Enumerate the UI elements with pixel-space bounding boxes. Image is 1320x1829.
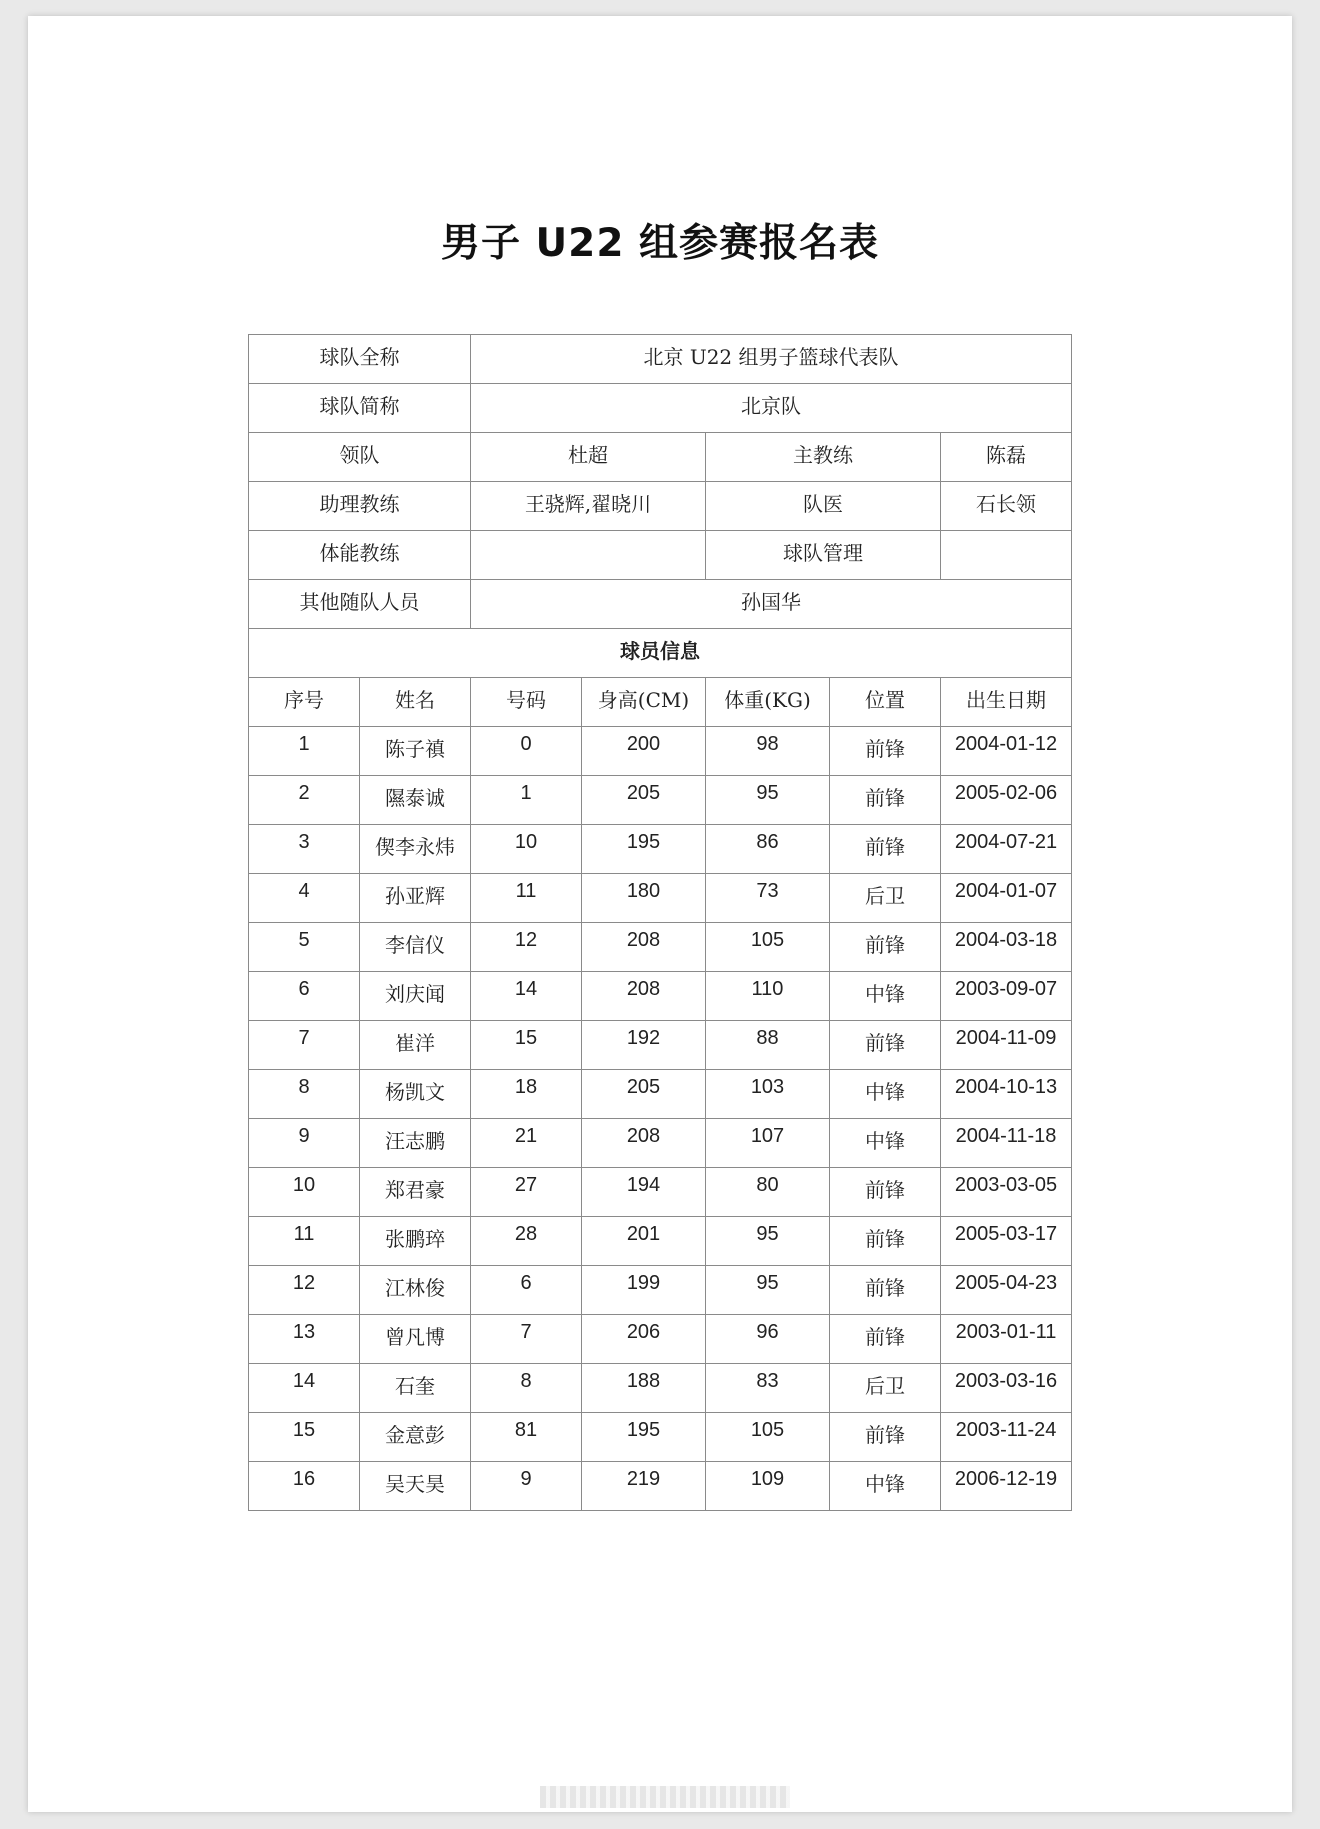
- player-name: 曾凡博: [360, 1315, 471, 1364]
- player-position: 中锋: [830, 972, 941, 1021]
- player-birthdate: 2003-01-11: [941, 1315, 1072, 1364]
- player-number: 18: [471, 1070, 582, 1119]
- player-height: 200: [582, 727, 706, 776]
- player-name: 石奎: [360, 1364, 471, 1413]
- assistant-coach-value: 王骁辉,翟晓川: [471, 482, 706, 531]
- doctor-label: 队医: [706, 482, 941, 531]
- header-weight: 体重(KG): [706, 678, 830, 727]
- header-number: 号码: [471, 678, 582, 727]
- player-weight: 80: [706, 1168, 830, 1217]
- player-birthdate: 2004-03-18: [941, 923, 1072, 972]
- player-position: 后卫: [830, 874, 941, 923]
- player-height: 192: [582, 1021, 706, 1070]
- player-position: 前锋: [830, 1021, 941, 1070]
- player-position: 中锋: [830, 1462, 941, 1511]
- other-staff-value: 孙国华: [471, 580, 1072, 629]
- player-header-row: [249, 678, 1072, 727]
- table-row: [249, 776, 1072, 825]
- player-position: 前锋: [830, 825, 941, 874]
- fitness-coach-label: 体能教练: [249, 531, 471, 580]
- player-height: 180: [582, 874, 706, 923]
- player-name: 孙亚辉: [360, 874, 471, 923]
- player-birthdate: 2004-11-18: [941, 1119, 1072, 1168]
- player-index: 12: [249, 1266, 360, 1315]
- player-height: 208: [582, 923, 706, 972]
- player-number: 11: [471, 874, 582, 923]
- player-name: 吴天昊: [360, 1462, 471, 1511]
- player-number: 8: [471, 1364, 582, 1413]
- head-coach-label: 主教练: [706, 433, 941, 482]
- player-index: 16: [249, 1462, 360, 1511]
- player-number: 14: [471, 972, 582, 1021]
- table-row: [249, 1021, 1072, 1070]
- player-height: 219: [582, 1462, 706, 1511]
- player-birthdate: 2005-02-06: [941, 776, 1072, 825]
- player-rows: [249, 727, 1072, 1511]
- player-name: 崔洋: [360, 1021, 471, 1070]
- player-number: 10: [471, 825, 582, 874]
- player-index: 4: [249, 874, 360, 923]
- player-weight: 110: [706, 972, 830, 1021]
- player-height: 208: [582, 1119, 706, 1168]
- player-number: 21: [471, 1119, 582, 1168]
- player-position: 前锋: [830, 727, 941, 776]
- other-staff-row: [249, 580, 1072, 629]
- manager-label: 球队管理: [706, 531, 941, 580]
- player-index: 14: [249, 1364, 360, 1413]
- player-index: 11: [249, 1217, 360, 1266]
- player-index: 3: [249, 825, 360, 874]
- player-height: 205: [582, 1070, 706, 1119]
- player-index: 9: [249, 1119, 360, 1168]
- player-index: 6: [249, 972, 360, 1021]
- player-number: 12: [471, 923, 582, 972]
- player-height: 206: [582, 1315, 706, 1364]
- player-number: 27: [471, 1168, 582, 1217]
- player-index: 10: [249, 1168, 360, 1217]
- player-position: 前锋: [830, 776, 941, 825]
- player-weight: 88: [706, 1021, 830, 1070]
- player-weight: 107: [706, 1119, 830, 1168]
- player-height: 205: [582, 776, 706, 825]
- player-birthdate: 2004-07-21: [941, 825, 1072, 874]
- table-row: [249, 1119, 1072, 1168]
- player-weight: 105: [706, 923, 830, 972]
- player-index: 15: [249, 1413, 360, 1462]
- table-row: [249, 923, 1072, 972]
- table-row: [249, 727, 1072, 776]
- player-name: 陈子禛: [360, 727, 471, 776]
- player-position: 前锋: [830, 1315, 941, 1364]
- table-row: [249, 1315, 1072, 1364]
- player-weight: 96: [706, 1315, 830, 1364]
- table-row: [249, 1364, 1072, 1413]
- player-number: 9: [471, 1462, 582, 1511]
- player-birthdate: 2004-11-09: [941, 1021, 1072, 1070]
- player-number: 7: [471, 1315, 582, 1364]
- manager-value: [941, 531, 1072, 580]
- player-weight: 86: [706, 825, 830, 874]
- doctor-value: 石长领: [941, 482, 1072, 531]
- player-birthdate: 2003-09-07: [941, 972, 1072, 1021]
- player-position: 前锋: [830, 1217, 941, 1266]
- player-weight: 95: [706, 1217, 830, 1266]
- player-birthdate: 2004-10-13: [941, 1070, 1072, 1119]
- team-short-name-row: [249, 384, 1072, 433]
- player-number: 6: [471, 1266, 582, 1315]
- player-position: 前锋: [830, 923, 941, 972]
- assistant-coach-row: [249, 482, 1072, 531]
- player-name: 江林俊: [360, 1266, 471, 1315]
- player-birthdate: 2004-01-07: [941, 874, 1072, 923]
- player-weight: 83: [706, 1364, 830, 1413]
- player-name: 偰李永炜: [360, 825, 471, 874]
- player-birthdate: 2004-01-12: [941, 727, 1072, 776]
- player-height: 188: [582, 1364, 706, 1413]
- player-position: 前锋: [830, 1266, 941, 1315]
- player-position: 中锋: [830, 1070, 941, 1119]
- table-row: [249, 874, 1072, 923]
- player-weight: 95: [706, 1266, 830, 1315]
- player-name: 金意彭: [360, 1413, 471, 1462]
- player-name: 杨凯文: [360, 1070, 471, 1119]
- player-name: 隰泰诚: [360, 776, 471, 825]
- player-birthdate: 2006-12-19: [941, 1462, 1072, 1511]
- player-height: 194: [582, 1168, 706, 1217]
- player-height: 208: [582, 972, 706, 1021]
- table-row: [249, 1462, 1072, 1511]
- player-height: 195: [582, 825, 706, 874]
- head-coach-value: 陈磊: [941, 433, 1072, 482]
- team-short-name-label: 球队简称: [249, 384, 471, 433]
- player-height: 199: [582, 1266, 706, 1315]
- table-row: [249, 1217, 1072, 1266]
- player-number: 28: [471, 1217, 582, 1266]
- player-index: 5: [249, 923, 360, 972]
- header-name: 姓名: [360, 678, 471, 727]
- players-section-row: [249, 629, 1072, 678]
- fitness-coach-row: [249, 531, 1072, 580]
- player-height: 201: [582, 1217, 706, 1266]
- player-number: 0: [471, 727, 582, 776]
- player-position: 中锋: [830, 1119, 941, 1168]
- leader-value: 杜超: [471, 433, 706, 482]
- table-row: [249, 1168, 1072, 1217]
- player-birthdate: 2003-03-16: [941, 1364, 1072, 1413]
- watermark-strip: [540, 1786, 790, 1808]
- fitness-coach-value: [471, 531, 706, 580]
- player-weight: 73: [706, 874, 830, 923]
- player-index: 8: [249, 1070, 360, 1119]
- table-row: [249, 972, 1072, 1021]
- player-weight: 98: [706, 727, 830, 776]
- player-name: 李信仪: [360, 923, 471, 972]
- player-number: 1: [471, 776, 582, 825]
- player-birthdate: 2005-03-17: [941, 1217, 1072, 1266]
- player-position: 前锋: [830, 1168, 941, 1217]
- registration-form-table: [248, 334, 1072, 1511]
- table-row: [249, 1413, 1072, 1462]
- player-position: 后卫: [830, 1364, 941, 1413]
- player-name: 刘庆闻: [360, 972, 471, 1021]
- players-section-title: 球员信息: [249, 629, 1072, 678]
- header-height: 身高(CM): [582, 678, 706, 727]
- header-position: 位置: [830, 678, 941, 727]
- player-index: 13: [249, 1315, 360, 1364]
- table-row: [249, 825, 1072, 874]
- other-staff-label: 其他随队人员: [249, 580, 471, 629]
- player-birthdate: 2003-03-05: [941, 1168, 1072, 1217]
- player-height: 195: [582, 1413, 706, 1462]
- player-weight: 95: [706, 776, 830, 825]
- leader-label: 领队: [249, 433, 471, 482]
- player-number: 15: [471, 1021, 582, 1070]
- leader-row: [249, 433, 1072, 482]
- table-row: [249, 1070, 1072, 1119]
- header-index: 序号: [249, 678, 360, 727]
- page-title: 男子 U22 组参赛报名表: [440, 221, 880, 266]
- player-index: 7: [249, 1021, 360, 1070]
- team-full-name-row: [249, 335, 1072, 384]
- player-birthdate: 2003-11-24: [941, 1413, 1072, 1462]
- player-weight: 109: [706, 1462, 830, 1511]
- player-birthdate: 2005-04-23: [941, 1266, 1072, 1315]
- assistant-coach-label: 助理教练: [249, 482, 471, 531]
- team-short-name-value: 北京队: [471, 384, 1072, 433]
- player-name: 汪志鹏: [360, 1119, 471, 1168]
- player-index: 2: [249, 776, 360, 825]
- player-weight: 105: [706, 1413, 830, 1462]
- player-weight: 103: [706, 1070, 830, 1119]
- table-row: [249, 1266, 1072, 1315]
- player-index: 1: [249, 727, 360, 776]
- team-full-name-label: 球队全称: [249, 335, 471, 384]
- header-birthdate: 出生日期: [941, 678, 1072, 727]
- team-full-name-value: 北京 U22 组男子篮球代表队: [471, 335, 1072, 384]
- player-position: 前锋: [830, 1413, 941, 1462]
- player-name: 张鹏琗: [360, 1217, 471, 1266]
- player-name: 郑君豪: [360, 1168, 471, 1217]
- player-number: 81: [471, 1413, 582, 1462]
